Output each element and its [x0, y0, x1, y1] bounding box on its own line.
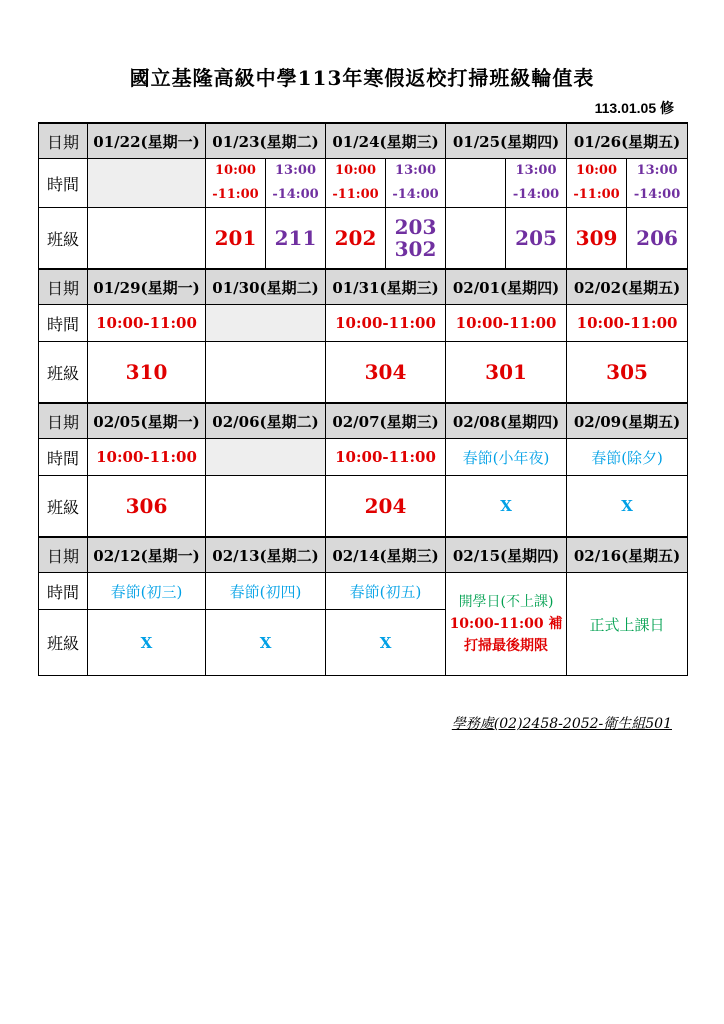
time-cell-empty — [88, 159, 206, 208]
class-cell: 305 — [567, 342, 688, 404]
week3-date-row — [39, 403, 688, 439]
week1-class-row — [39, 208, 688, 270]
time-cell: 10:00 -11:00 — [326, 159, 386, 208]
class-cell: 201 — [206, 208, 266, 270]
holiday-cell: 春節(初五) — [326, 573, 446, 610]
class-cell: 204 — [326, 476, 446, 538]
date-cell: 01/22(星期一) — [88, 123, 206, 159]
date-cell: 02/08(星期四) — [446, 403, 567, 439]
revision-date: 113.01.05 修 — [594, 100, 674, 116]
date-label: 日期 — [39, 123, 88, 159]
class-label: 班級 — [39, 342, 88, 404]
time-label: 時間 — [39, 159, 88, 208]
class-label: 班級 — [39, 610, 88, 676]
time-cell: 10:00-11:00 — [446, 305, 567, 342]
holiday-cell: 春節(初四) — [206, 573, 326, 610]
date-cell: 01/23(星期二) — [206, 123, 326, 159]
holiday-cell: 春節(小年夜) — [446, 439, 567, 476]
class-cell: 211 — [266, 208, 326, 270]
date-cell: 01/30(星期二) — [206, 269, 326, 305]
footer-contact: 學務處(02)2458-2052-衛生組501 — [451, 716, 672, 732]
time-cell: 13:00 -14:00 — [266, 159, 326, 208]
class-cell: X — [567, 476, 688, 538]
week1-date-row — [39, 123, 688, 159]
week4-time-row — [39, 573, 688, 610]
class-cell-empty — [206, 342, 326, 404]
date-cell: 01/29(星期一) — [88, 269, 206, 305]
class-cell: 206 — [627, 208, 688, 270]
date-cell: 01/31(星期三) — [326, 269, 446, 305]
class-cell: X — [206, 610, 326, 676]
date-cell: 01/26(星期五) — [567, 123, 688, 159]
time-cell: 13:00 -14:00 — [627, 159, 688, 208]
date-cell: 01/25(星期四) — [446, 123, 567, 159]
class-cell-empty — [88, 208, 206, 270]
date-cell: 02/13(星期二) — [206, 537, 326, 573]
schedule-table — [38, 122, 688, 676]
date-cell: 02/09(星期五) — [567, 403, 688, 439]
time-cell: 10:00 -11:00 — [206, 159, 266, 208]
date-cell: 02/12(星期一) — [88, 537, 206, 573]
class-cell: 306 — [88, 476, 206, 538]
time-label: 時間 — [39, 439, 88, 476]
class-cell: 304 — [326, 342, 446, 404]
date-cell: 02/06(星期二) — [206, 403, 326, 439]
date-cell: 02/02(星期五) — [567, 269, 688, 305]
time-label: 時間 — [39, 573, 88, 610]
date-cell: 01/24(星期三) — [326, 123, 446, 159]
time-cell-empty — [206, 305, 326, 342]
page-title: 國立基隆高級中學113年寒假返校打掃班級輪值表 — [129, 66, 595, 90]
week4-date-row — [39, 537, 688, 573]
holiday-cell: 春節(初三) — [88, 573, 206, 610]
class-label: 班級 — [39, 208, 88, 270]
class-cell: X — [446, 476, 567, 538]
class-cell-empty — [206, 476, 326, 538]
time-cell-empty — [446, 159, 506, 208]
date-label: 日期 — [39, 269, 88, 305]
date-label: 日期 — [39, 403, 88, 439]
class-label: 班級 — [39, 476, 88, 538]
class-cell: 202 — [326, 208, 386, 270]
time-cell: 13:00 -14:00 — [506, 159, 567, 208]
week3-class-row — [39, 476, 688, 538]
time-cell: 10:00-11:00 — [567, 305, 688, 342]
time-cell: 13:00 -14:00 — [386, 159, 446, 208]
time-cell: 10:00-11:00 — [326, 305, 446, 342]
time-cell: 10:00 -11:00 — [567, 159, 627, 208]
week1-time-row — [39, 159, 688, 208]
date-cell: 02/07(星期三) — [326, 403, 446, 439]
notice-line: 開學日(不上課) — [458, 594, 554, 610]
date-cell: 02/15(星期四) — [446, 537, 567, 573]
class-cell: X — [88, 610, 206, 676]
class-cell: 310 — [88, 342, 206, 404]
class-cell-empty — [446, 208, 506, 270]
week2-date-row — [39, 269, 688, 305]
class-cell: 309 — [567, 208, 627, 270]
holiday-cell: 春節(除夕) — [567, 439, 688, 476]
week3-time-row — [39, 439, 688, 476]
date-cell: 02/16(星期五) — [567, 537, 688, 573]
time-cell: 10:00-11:00 — [326, 439, 446, 476]
notice-line: 10:00-11:00 補 — [449, 616, 563, 632]
date-cell: 02/01(星期四) — [446, 269, 567, 305]
time-cell-empty — [206, 439, 326, 476]
date-cell: 02/14(星期三) — [326, 537, 446, 573]
time-label: 時間 — [39, 305, 88, 342]
first-class-day: 正式上課日 — [567, 573, 688, 676]
class-cell: 301 — [446, 342, 567, 404]
school-start-notice — [446, 573, 567, 676]
class-cell: X — [326, 610, 446, 676]
time-cell: 10:00-11:00 — [88, 305, 206, 342]
week2-class-row — [39, 342, 688, 404]
date-label: 日期 — [39, 537, 88, 573]
notice-line: 打掃最後期限 — [464, 638, 549, 654]
time-cell: 10:00-11:00 — [88, 439, 206, 476]
class-cell: 205 — [506, 208, 567, 270]
date-cell: 02/05(星期一) — [88, 403, 206, 439]
week2-time-row — [39, 305, 688, 342]
class-cell: 203 302 — [386, 208, 446, 270]
